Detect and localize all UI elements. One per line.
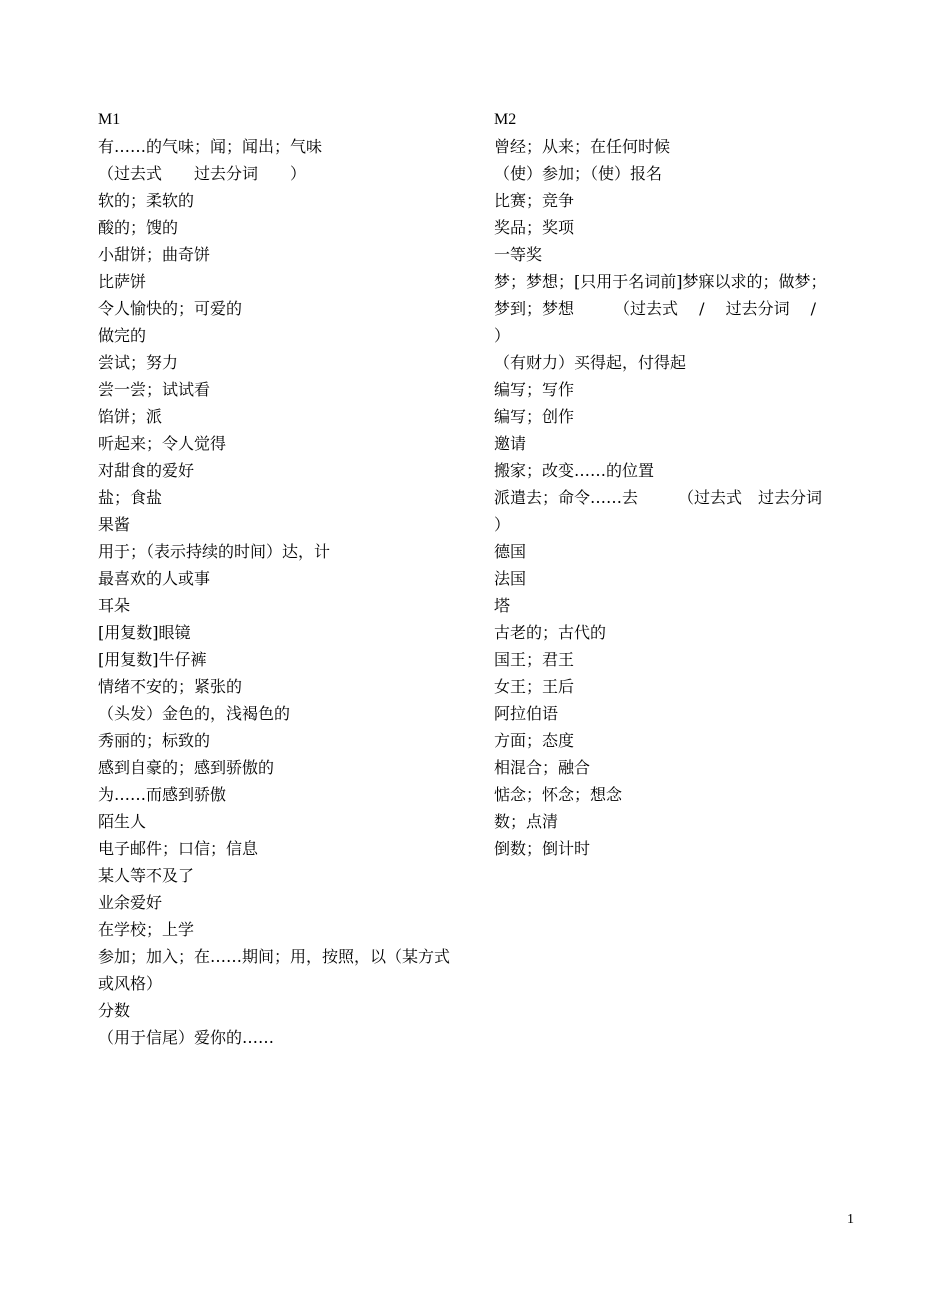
list-item: 一等奖 — [494, 245, 543, 264]
module-heading: M2 — [494, 111, 517, 128]
list-item: 某人等不及了 — [98, 866, 195, 885]
list-item: 邀请 — [494, 434, 527, 453]
list-item: 编写；创作 — [494, 407, 575, 426]
page-number: 1 — [847, 1212, 854, 1227]
list-item: 盐；食盐 — [98, 488, 163, 507]
list-item: 曾经；从来；在任何时候 — [494, 137, 671, 156]
list-item: 最喜欢的人或事 — [98, 569, 211, 588]
list-item: 比萨饼 — [98, 272, 147, 291]
list-item: 国王；君王 — [494, 650, 575, 669]
list-item: （用于信尾）爱你的…… — [98, 1028, 275, 1047]
list-item: 方面；态度 — [494, 731, 575, 750]
list-item: 分数 — [98, 1001, 131, 1020]
list-item: 软的；柔软的 — [98, 191, 195, 210]
list-item: 梦；梦想；[只用于名词前]梦寐以求的；做梦； — [494, 272, 827, 291]
list-item: 搬家；改变……的位置 — [494, 461, 655, 480]
list-item: [用复数]牛仔裤 — [98, 650, 207, 669]
list-item: 惦念；怀念；想念 — [494, 785, 623, 804]
list-item: 法国 — [494, 569, 527, 588]
list-item: 相混合；融合 — [494, 758, 591, 777]
list-item: 尝一尝；试试看 — [98, 380, 211, 399]
list-item: 德国 — [494, 542, 527, 561]
list-item: ） — [494, 515, 511, 534]
list-item: 有……的气味；闻；闻出；气味 — [98, 137, 323, 156]
list-item: （过去式 过去分词 ） — [98, 164, 307, 183]
list-item: 业余爱好 — [98, 893, 163, 912]
list-item: 电子邮件；口信；信息 — [98, 839, 259, 858]
list-item: 秀丽的；标致的 — [98, 731, 211, 750]
list-item: 果酱 — [98, 515, 131, 534]
entry-list — [494, 133, 856, 862]
list-item: 馅饼；派 — [98, 407, 163, 426]
list-item: 令人愉快的；可爱的 — [98, 299, 243, 318]
list-item: 派遣去；命令……去 （过去式 过去分词 — [494, 488, 823, 507]
list-item: （使）参加；（使）报名 — [494, 164, 663, 183]
list-item: 对甜食的爱好 — [98, 461, 195, 480]
vocabulary-column-m1 — [98, 106, 468, 1051]
list-item: 酸的；馊的 — [98, 218, 179, 237]
list-item: （有财力）买得起，付得起 — [494, 353, 687, 372]
list-item: 阿拉伯语 — [494, 704, 559, 723]
list-item: [用复数]眼镜 — [98, 623, 191, 642]
list-item: （头发）金色的，浅褐色的 — [98, 704, 291, 723]
list-item: 用于；（表示持续的时间）达，计 — [98, 542, 331, 561]
list-item: 听起来；令人觉得 — [98, 434, 227, 453]
list-item: 参加；加入；在……期间；用，按照，以（某方式 — [98, 947, 451, 966]
list-item: 编写；写作 — [494, 380, 575, 399]
list-item: 梦到；梦想 （过去式 / 过去分词 / — [494, 299, 817, 318]
list-item: 为……而感到骄傲 — [98, 785, 227, 804]
list-item: 比赛；竞争 — [494, 191, 575, 210]
list-item: 情绪不安的；紧张的 — [98, 677, 243, 696]
module-heading: M1 — [98, 111, 121, 128]
list-item: 尝试；努力 — [98, 353, 179, 372]
list-item: 小甜饼；曲奇饼 — [98, 245, 211, 264]
list-item: 感到自豪的；感到骄傲的 — [98, 758, 275, 777]
list-item: 做完的 — [98, 326, 147, 345]
list-item: 塔 — [494, 596, 511, 615]
list-item: ） — [494, 326, 511, 345]
list-item: 陌生人 — [98, 812, 147, 831]
list-item: 数；点清 — [494, 812, 559, 831]
list-item: 在学校；上学 — [98, 920, 195, 939]
list-item: 奖品；奖项 — [494, 218, 575, 237]
list-item: 耳朵 — [98, 596, 131, 615]
list-item: 或风格） — [98, 974, 163, 993]
list-item: 古老的；古代的 — [494, 623, 607, 642]
vocabulary-column-m2 — [494, 106, 856, 862]
entry-list — [98, 133, 468, 1051]
list-item: 女王；王后 — [494, 677, 575, 696]
list-item: 倒数；倒计时 — [494, 839, 591, 858]
